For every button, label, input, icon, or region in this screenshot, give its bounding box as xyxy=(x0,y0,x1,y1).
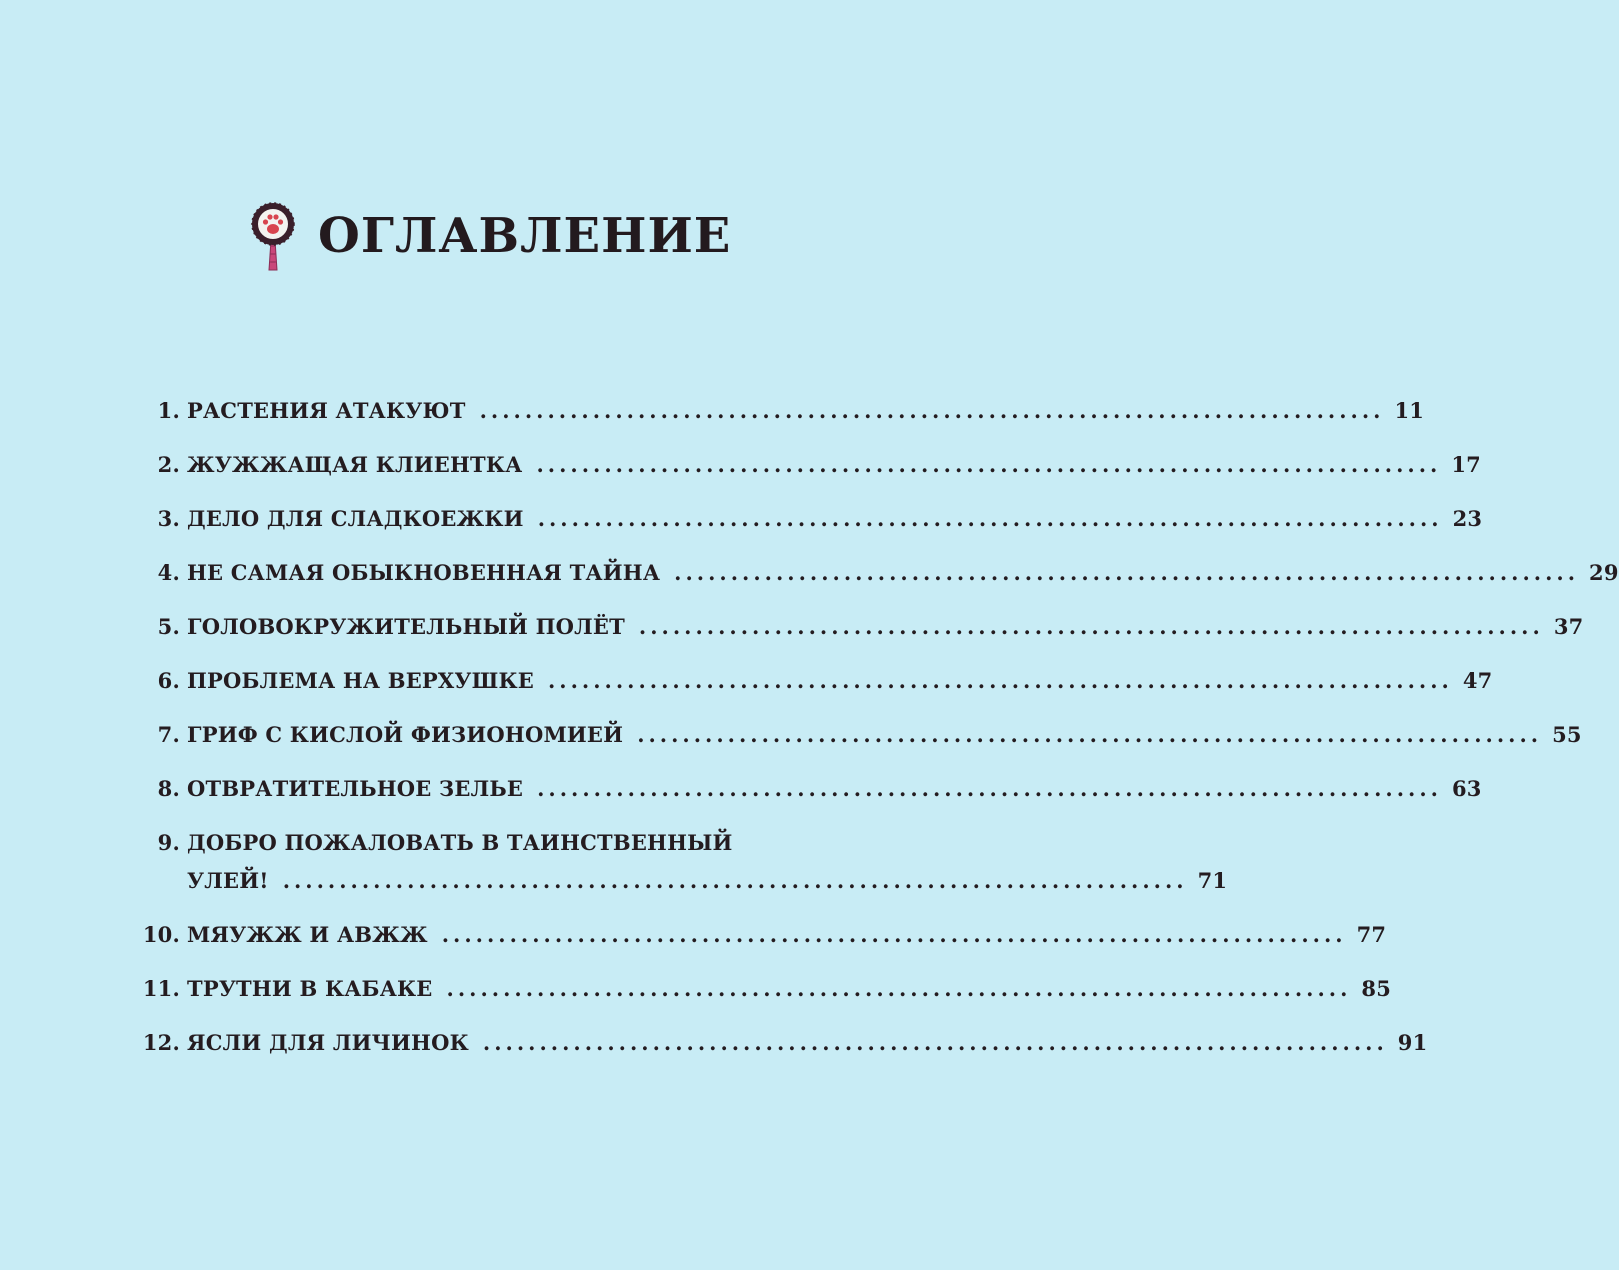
entry-page: 85 xyxy=(1361,976,1392,1001)
entry-number: 6. xyxy=(157,668,180,693)
dot-leader: ................................................................................ xyxy=(637,722,1543,747)
entry-line xyxy=(187,558,1619,588)
dot-leader: ................................................................................ xyxy=(441,922,1347,947)
entry-title: МЯУЖЖ И АВЖЖ xyxy=(187,922,428,947)
entry-line xyxy=(187,974,1392,1004)
dot-leader: ................................................................................ xyxy=(537,506,1443,531)
entry-number: 5. xyxy=(157,614,180,639)
entry-page: 17 xyxy=(1451,452,1481,477)
entry-number: 10. xyxy=(142,922,180,947)
entry-number: 12. xyxy=(142,1030,180,1055)
dot-leader: ................................................................................ xyxy=(446,976,1352,1001)
entry-number: 11. xyxy=(142,976,180,1001)
entry-title: ГОЛОВОКРУЖИТЕЛЬНЫЙ ПОЛЁТ xyxy=(187,614,625,639)
dot-leader: ................................................................................ xyxy=(282,868,1188,893)
entry-line xyxy=(187,504,1483,534)
page-title: ОГЛАВЛЕНИЕ xyxy=(318,208,732,264)
dot-leader: ................................................................................ xyxy=(537,776,1442,801)
entry-title: ТРУТНИ В КАБАКЕ xyxy=(187,976,433,1001)
toc-entry[interactable] xyxy=(0,450,1481,480)
entry-title: ДЕЛО ДЛЯ СЛАДКОЕЖКИ xyxy=(187,506,524,531)
entry-number: 3. xyxy=(157,506,180,531)
toc-entry[interactable] xyxy=(0,920,1387,950)
toc-entry[interactable] xyxy=(0,828,886,858)
entry-line xyxy=(187,612,1584,642)
entry-page: 11 xyxy=(1394,398,1425,423)
toc-entry[interactable] xyxy=(0,504,1483,534)
toc-header xyxy=(0,196,886,276)
entry-line xyxy=(187,866,1228,896)
magnifying-glass-paw-icon xyxy=(250,200,296,274)
entry-title: НЕ САМАЯ ОБЫКНОВЕННАЯ ТАЙНА xyxy=(187,560,661,585)
toc-entry[interactable] xyxy=(0,1028,1428,1058)
toc-entry[interactable] xyxy=(0,558,1619,588)
entry-page: 29 xyxy=(1589,560,1619,585)
entry-page: 77 xyxy=(1356,922,1387,947)
entry-page: 23 xyxy=(1452,506,1483,531)
entry-number: 1. xyxy=(157,398,180,423)
entry-page: 71 xyxy=(1197,868,1228,893)
entry-title: ОТВРАТИТЕЛЬНОЕ ЗЕЛЬЕ xyxy=(187,776,524,801)
entry-title-continued: УЛЕЙ! xyxy=(187,868,269,893)
toc-entry[interactable] xyxy=(0,666,1493,696)
dot-leader: ................................................................................ xyxy=(547,668,1453,693)
entry-line xyxy=(187,920,1387,950)
entry-title: ГРИФ С КИСЛОЙ ФИЗИОНОМИЕЙ xyxy=(187,722,624,747)
entry-page: 55 xyxy=(1552,722,1582,747)
entry-line xyxy=(187,720,1582,750)
entry-line xyxy=(187,774,1482,804)
entry-title: ЯСЛИ ДЛЯ ЛИЧИНОК xyxy=(187,1030,469,1055)
toc-entry[interactable] xyxy=(0,396,1425,426)
dot-leader: ................................................................................ xyxy=(638,614,1544,639)
dot-leader: ................................................................................ xyxy=(674,560,1580,585)
entry-line xyxy=(187,396,1425,426)
entry-number: 9. xyxy=(157,830,180,855)
toc-entry[interactable] xyxy=(0,612,1584,642)
entry-number: 4. xyxy=(157,560,180,585)
entry-line xyxy=(187,450,1481,480)
entry-page: 91 xyxy=(1397,1030,1428,1055)
toc-entry[interactable] xyxy=(0,720,1582,750)
entry-line xyxy=(187,1028,1428,1058)
entry-number: 8. xyxy=(157,776,180,801)
entry-title: РАСТЕНИЯ АТАКУЮТ xyxy=(187,398,466,423)
entry-number: 7. xyxy=(157,722,180,747)
entry-line xyxy=(187,666,1493,696)
entry-page: 37 xyxy=(1553,614,1584,639)
entry-page: 47 xyxy=(1462,668,1493,693)
toc-entry-continuation[interactable] xyxy=(0,866,1228,896)
toc-entry[interactable] xyxy=(0,774,1482,804)
toc-entry[interactable] xyxy=(0,974,1392,1004)
entry-title: ПРОБЛЕМА НА ВЕРХУШКЕ xyxy=(187,668,534,693)
dot-leader: ................................................................................ xyxy=(479,398,1385,423)
entry-page: 63 xyxy=(1451,776,1482,801)
entry-title: ЖУЖЖАЩАЯ КЛИЕНТКА xyxy=(187,452,523,477)
dot-leader: ................................................................................ xyxy=(482,1030,1388,1055)
entry-number: 2. xyxy=(157,452,180,477)
dot-leader: ................................................................................ xyxy=(536,452,1442,477)
entry-title: ДОБРО ПОЖАЛОВАТЬ В ТАИНСТВЕННЫЙ xyxy=(187,830,733,855)
